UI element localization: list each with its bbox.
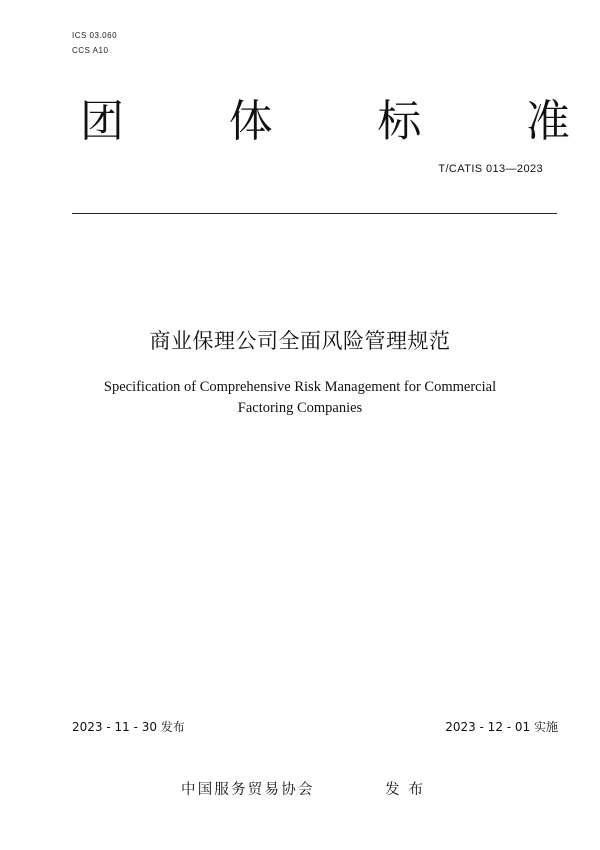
category-char: 体 [228,96,273,147]
ics-code: ICS 03.060 [72,31,118,40]
header-divider [72,213,557,214]
document-category-title [80,92,570,152]
implement-date: 2023 - 12 - 01 实施 [445,720,558,734]
publish-date: 2023 - 11 - 30 发布 [72,720,185,734]
english-title-line: Factoring Companies [237,400,363,416]
category-char: 标 [377,96,422,147]
issuer-name: 中国服务贸易协会 [181,782,315,798]
issue-label: 发布 [385,782,432,798]
english-title-line: Specification of Comprehensive Risk Management for Commercial [103,379,497,395]
category-char: 准 [525,96,570,147]
standard-number: T/CATIS 013—2023 [438,163,543,175]
chinese-title: 商业保理公司全面风险管理规范 [149,329,451,353]
english-title [0,377,600,419]
category-char: 团 [80,96,124,147]
ccs-code: CCS A10 [72,46,109,55]
